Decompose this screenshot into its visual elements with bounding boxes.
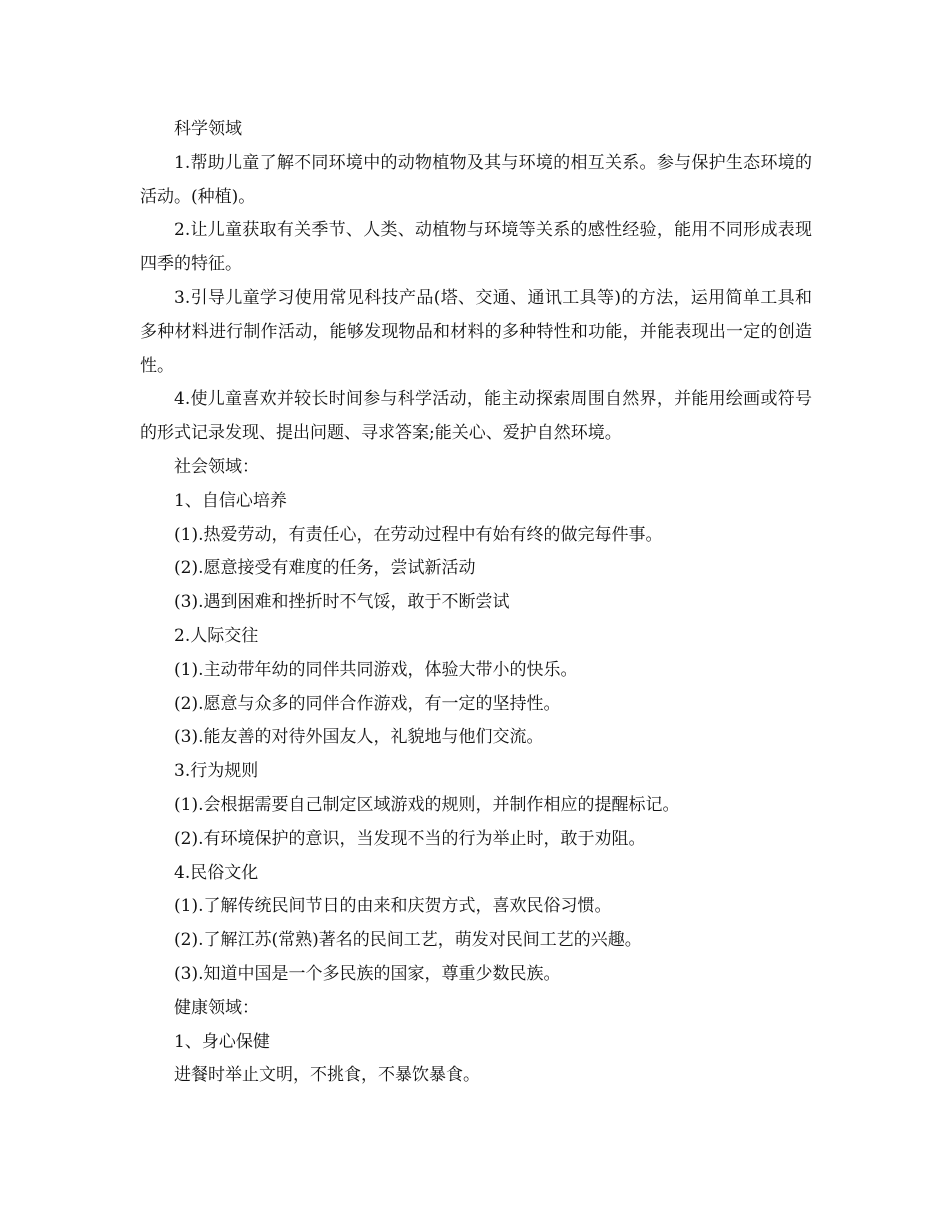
science-item-2: 2.让儿童获取有关季节、人类、动植物与环境等关系的感性经验，能用不同形成表现四季的特征。: [140, 220, 812, 275]
confidence-item-1: (1).热爱劳动，有责任心，在劳动过程中有始有终的做完每件事。: [174, 524, 663, 545]
confidence-item-3: (3).遇到困难和挫折时不气馁，敢于不断尝试: [174, 592, 510, 613]
folk-item-1: (1).了解传统民间节日的由来和庆贺方式，喜欢民俗习惯。: [174, 896, 612, 917]
interpersonal-item-3: (3).能友善的对待外国友人，礼貌地与他们交流。: [174, 727, 544, 748]
interpersonal-item-2: (2).愿意与众多的同伴合作游戏，有一定的坚持性。: [174, 693, 561, 714]
interpersonal-item-1: (1).主动带年幼的同伴共同游戏，体验大带小的快乐。: [174, 659, 578, 680]
heading-social: 社会领域：: [174, 456, 259, 477]
folk-item-2: (2).了解江苏(常熟)著名的民间工艺，萌发对民间工艺的兴趣。: [174, 930, 642, 951]
rules-item-1: (1).会根据需要自己制定区域游戏的规则，并制作相应的提醒标记。: [174, 794, 680, 815]
folk-item-3: (3).知道中国是一个多民族的国家，尊重少数民族。: [174, 963, 561, 984]
science-item-3: 3.引导儿童学习使用常见科技产品(塔、交通、通讯工具等)的方法，运用简单工具和多种材料进行制作活动，能够发现物品和材料的多种特性和功能，并能表现出一定的创造性。: [140, 287, 812, 376]
heading-health: 健康领域：: [174, 997, 259, 1018]
heading-science: 科学领域: [174, 119, 242, 139]
science-item-4: 4.使儿童喜欢并较长时间参与科学活动，能主动探索周围自然界，并能用绘画或符号的形式记录发现、提出问题、寻求答案;能关心、爱护自然环境。: [140, 389, 812, 444]
subheading-confidence: 1、自信心培养: [174, 490, 287, 511]
wellbeing-item-1: 进餐时举止文明，不挑食，不暴饮暴食。: [174, 1065, 480, 1086]
subheading-interpersonal: 2.人际交往: [174, 625, 259, 646]
subheading-wellbeing: 1、身心保健: [174, 1031, 270, 1052]
confidence-item-2: (2).愿意接受有难度的任务，尝试新活动: [174, 558, 476, 579]
subheading-folk-culture: 4.民俗文化: [174, 862, 259, 883]
rules-item-2: (2).有环境保护的意识，当发现不当的行为举止时，敢于劝阻。: [174, 828, 646, 849]
document-page: [140, 113, 812, 1093]
science-item-1: 1.帮助儿童了解不同环境中的动物植物及其与环境的相互关系。参与保护生态环境的活动。(种植)。: [140, 152, 812, 207]
subheading-rules: 3.行为规则: [174, 761, 259, 782]
